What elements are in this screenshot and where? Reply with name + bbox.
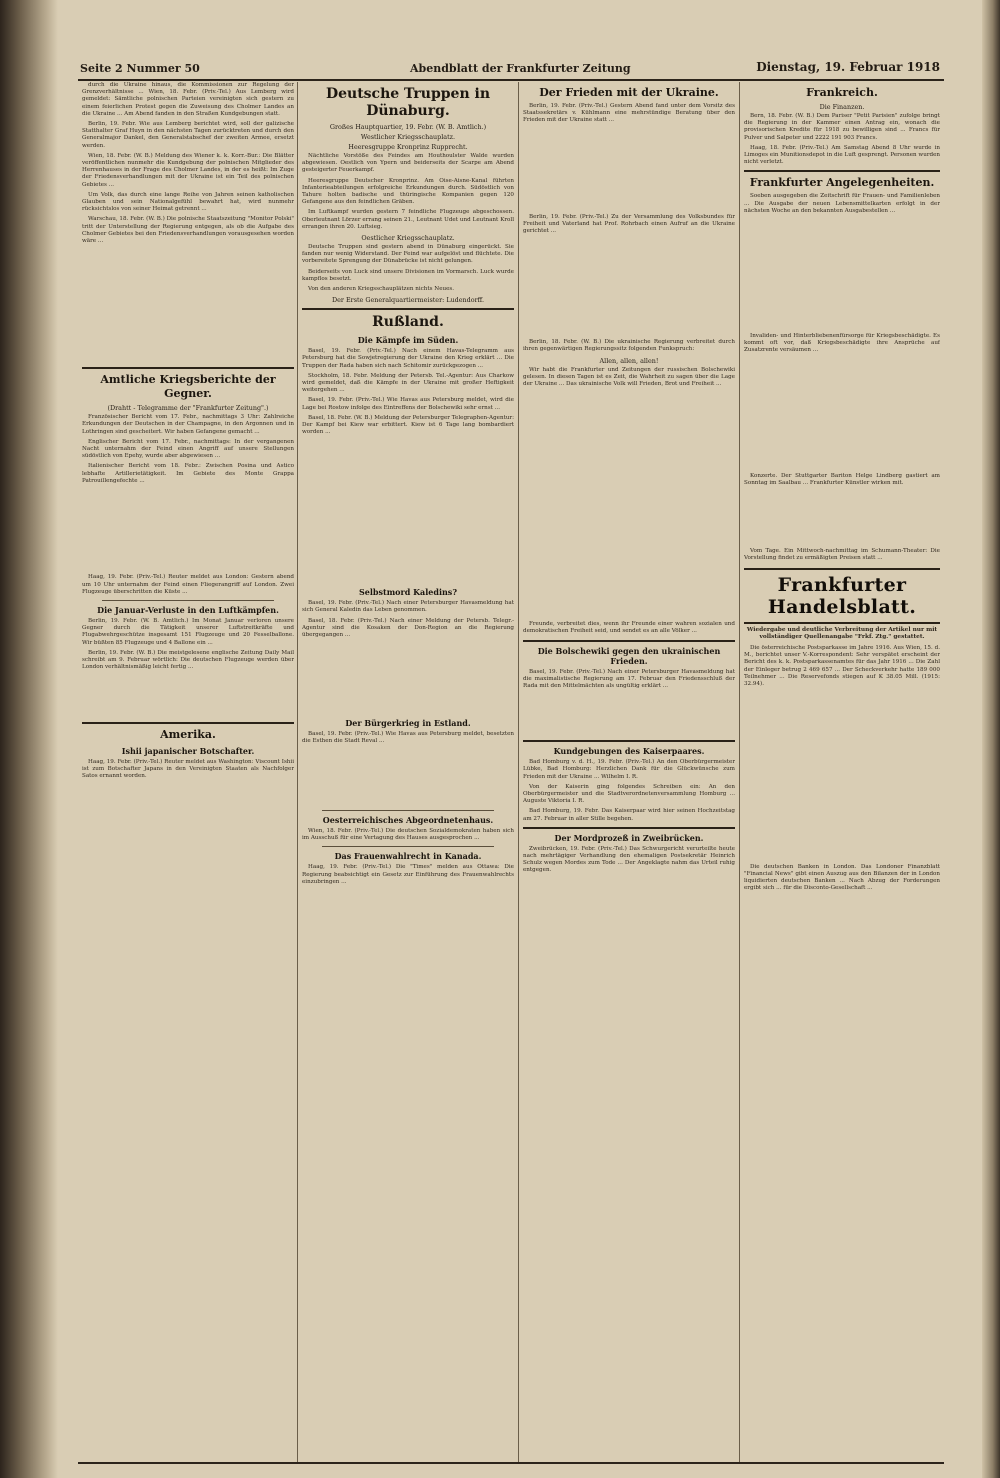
newspaper-title: Abendblatt der Frankfurter Zeitung [410, 62, 631, 75]
section-rule [744, 170, 940, 172]
article-text: Bern, 18. Febr. (W. B.) Dem Pariser "Petit Parisien" zufolge bringt die Regierung in der Kammer einen Antrag ein, wonach die provisorischen Kredite für 1918 zu bewilligen sind ... Francs für Pulver und Salpeter und 2222 191 903 Francs. [744, 113, 940, 141]
section-rule [302, 308, 514, 310]
section-subline: Die Finanzen. [819, 103, 865, 111]
section-rule [523, 827, 735, 829]
section-headline: Amtliche Kriegsberichte der Gegner. [100, 373, 276, 401]
text-filler [744, 691, 940, 864]
article-text: Freunde, verbreitet dies, wenn ihr Freunde einer wahren sozialen und demokratischen Freiheit seid, und sendet es an alle Völker ... [523, 621, 735, 635]
section-headline: Deutsche Truppen in Dünaburg. [325, 86, 491, 119]
page-number: Seite 2 Nummer 50 [80, 62, 200, 75]
column-4 [744, 82, 940, 1462]
section-subline: Allen, allen, allen! [599, 356, 659, 365]
article-text: Wien, 18. Febr. (Priv.-Tel.) Die deutschen Sozialdemokraten haben sich im Ausschuß für eine Vertagung des Hauses ausgesprochen ... [302, 828, 514, 842]
section-subline: Westlicher Kriegsschauplatz. [360, 133, 456, 141]
section-headline: Der Mordprozeß in Zweibrücken. [554, 832, 704, 843]
column-divider [518, 82, 519, 1462]
section-headline: Der Frieden mit der Ukraine. [539, 86, 719, 99]
article-text: Invaliden- und Hinterbliebenenfürsorge für Kriegsbeschädigte. Es kommt oft vor, daß Kriegsbeschädigte ihre Ansprüche auf Zusatzrente versäumen ... [744, 333, 940, 354]
text-filler [523, 128, 735, 214]
article-text: Englischer Bericht vom 17. Febr., nachmittags: In der vergangenen Nacht unternahm der Feind einen Angriff auf unsere Stellungen südöstlich von Epehy, wurde aber abgewiesen ... [82, 438, 294, 460]
section-rule [523, 740, 735, 742]
article-text: Bad Homburg v. d. H., 19. Febr. (Priv.-Tel.) An den Oberbürgermeister Lübke, Bad Homburg: Herzlichen Dank für die Glückwünsche zum Frieden mit der Ukraine ... Wilhelm I. R. [523, 759, 735, 780]
article-text: Vom Tage. Ein Mittwoch-nachmittag im Schumann-Theater: Die Vorstellung findet zu ermäßigten Preisen statt ... [744, 547, 940, 561]
column-2 [302, 82, 514, 1462]
text-filler [523, 693, 735, 736]
article-text: Berlin, 19. Febr. (Priv.-Tel.) Zu der Versammlung des Volksbundes für Freiheit und Vaterland hat Prof. Rohrbach einen Aufruf an die Ukraine gerichtet ... [523, 213, 735, 235]
article-text: Berlin, 19. Febr. (Priv.-Tel.) Gestern Abend fand unter dem Vorsitz des Staatssekretärs v. Kühlmann eine mehrstündige Beratung über den Frieden mit der Ukraine statt ... [523, 103, 735, 124]
section-subline: Oestlicher Kriegsschauplatz. [361, 234, 455, 243]
article-text: Haag, 19. Febr. (Priv.-Tel.) Reuter meldet aus London: Gestern abend um 10 Uhr unternahm der Feind einen Fliegerangriff auf London. Zwei Flugzeuge überschritten die Küste ... [82, 574, 294, 595]
article-text: Basel, 19. Febr. (Priv.-Tel.) Wie Havas aus Petersburg meldet, wird die Lage bei Rostow infolge des Eintreffens der Bolschewiki sehr ernst ... [302, 397, 514, 411]
article-text: Berlin, 18. Febr. (W. B.) Die ukrainische Regierung verbreitet durch ihren gegenwärtigen Regierungssitz folgenden Funkspruch: [523, 339, 735, 353]
section-subline: Heeresgruppe Kronprinz Rupprecht. [348, 143, 468, 151]
article-text: Französischer Bericht vom 17. Febr., nachmittags 3 Uhr: Zahlreiche Erkundungen der Deutschen in der Champagne, in den Argonnen und in Lothringen sind gescheitert. Wir haben Gefangene gemacht ... [82, 414, 294, 435]
text-filler [82, 488, 294, 574]
article-text: Nächtliche Vorstöße des Feindes am Houthoulster Walde wurden abgewiesen. Oestlich von Ypern und beiderseits der Scarpe am Abend gesteigerter Feuerkampf. [302, 153, 514, 174]
article-text: Italienischer Bericht vom 18. Febr.: Zwischen Posina und Astico lebhafte Artillerietätigkeit. Im Gebiete des Monte Grappa Patrouillengefechte ... [82, 463, 294, 484]
article-text: Konzerte. Der Stuttgarter Bariton Helge Lindberg gastiert am Sonntag im Saalbau ... Frankfurter Künstler wirken mit. [744, 472, 940, 486]
section-headline: Die Januar-Verluste in den Luftkämpfen. [97, 604, 279, 615]
article-text: Beiderseits von Luck sind unsere Divisionen im Vormarsch. Luck wurde kampflos besetzt. [302, 268, 514, 282]
article-text: Wien, 18. Febr. (W. B.) Meldung des Wiener k. k. Korr.-Bur.: Die Blätter veröffentlichen nunmehr die Kundgebung der polnischen Mitglieder des Herrenhauses in der Frage des Cholmer Landes, in der es heißt: Im Zuge der Friedensverhandlungen mit der Ukraine ist ein Teil des polnischen Gebietes ... [82, 152, 294, 188]
section-headline: Selbstmord Kaledins? [359, 587, 457, 598]
section-rule [82, 722, 294, 724]
article-text: Die österreichische Postsparkasse im Jahre 1916. Aus Wien, 15. d. M., berichtet unser V.-Korrespondent: Sehr verspätet erscheint der Bericht des k. k. Postsparkassenamtes für das Jahr 1916 ... Die Zahl der Einleger betrug 2 469 657 ... Der Scheckverkehr hatte 189 000 Teilnehmer ... Die Reservefonds stiegen auf K 38.05 Mill. (1915: 32.94). [744, 644, 940, 687]
column-1 [82, 82, 294, 1462]
text-filler [523, 238, 735, 339]
text-filler [744, 358, 940, 473]
section-headline: Oesterreichisches Abgeordnetenhaus. [322, 815, 494, 826]
text-filler [302, 439, 514, 583]
article-text: Stockholm, 18. Febr. Meldung der Petersb. Tel.-Agentur: Aus Charkow wird gemeldet, daß die Kämpfe in der Ukraine mit großer Heftigkeit weitergehen ... [302, 372, 514, 394]
section-headline: Frankfurter Angelegenheiten. [749, 176, 935, 190]
article-text: Von den anderen Kriegsschauplätzen nichts Neues. [308, 286, 455, 293]
article-text: Berlin, 19. Febr. Wie aus Lemberg berichtet wird, soll der galizische Statthalter Graf Huyn in den nächsten Tagen zurücktreten und durch den Generalmajor Dankel, den Generalstabschef der zweiten Armee, ersetzt werden. [82, 121, 294, 149]
section-subheadline: Ishii japanischer Botschafter. [121, 745, 255, 756]
article-text: Soeben ausgegeben die Zeitschrift für Frauen- und Familienleben ... Die Ausgabe der neuen Lebensmittelkarten erfolgt in der nächsten Woche an den bekannten Ausgabestellen ... [744, 193, 940, 214]
section-rule [82, 367, 294, 369]
article-text: Haag, 18. Febr. (Priv.-Tel.) Am Samstag Abend 8 Uhr wurde in Limoges ein Munitionsdepot in die Luft gesprengt. Personen wurden nicht verletzt. [744, 144, 940, 166]
article-text: Basel, 19. Febr. (Priv.-Tel.) Nach einem Havas-Telegramm aus Petersburg hat die Sowjetregierung der Ukraine den Krieg erklärt ... Die Truppen der Rada haben sich nach Schitomir zurückgezogen ... [302, 348, 514, 369]
text-filler [744, 490, 940, 548]
column-divider [297, 82, 298, 1462]
article-text: Von der Kaiserin ging folgendes Schreiben ein: An den Oberbürgermeister und die Stadtverordnetenversammlung Homburg ... Auguste Viktoria I. R. [523, 783, 735, 805]
article-text: Haag, 19. Febr. (Priv.-Tel.) Die "Times" melden aus Ottawa: Die Regierung beabsichtigt ein Gesetz zur Einführung des Frauenwahlrechts einzubringen ... [302, 864, 514, 885]
section-headline: Das Frauenwahlrecht in Kanada. [334, 851, 482, 862]
article-text: Deutsche Truppen sind gestern abend in Dünaburg eingerückt. Sie fanden nur wenig Widerstand. Der Feind war aufgelöst und flüchtete. Die vorbereitete Sprengung der Dünabrücke ist nicht gelungen. [302, 244, 514, 265]
section-subline: (Drahtt - Telegramme der "Frankfurter Zeitung".) [107, 404, 269, 413]
article-text: Basel, 18. Febr. (Priv.-Tel.) Nach einer Meldung der Petersb. Telegr.-Agentur sind die Kosaken der Don-Region an die Regierung übergegangen ... [302, 617, 514, 639]
article-text: Die deutschen Banken in London. Das Londoner Finanzblatt "Financial News" gibt einen Auszug aus den Bilanzen der in London liquidierten deutschen Banken ... Nach Abzug der Forderungen ergibt sich ... für die Disconto-Gesellschaft ... [744, 863, 940, 892]
section-headline: Kundgebungen des Kaiserpaares. [553, 746, 705, 757]
text-filler [523, 391, 735, 621]
article-text: Heeresgruppe Deutscher Kronprinz. Am Oise-Aisne-Kanal führten Infanterieabteilungen erfolgreiche Erkundungen durch. Südöstlich von Tahure holten badische und thüringische Kompanien gegen 120 Gefangene aus den feindlichen Gräben. [302, 177, 514, 206]
section-headline: Die Bolschewiki gegen den ukrainischen Frieden. [537, 645, 721, 666]
article-text: Haag, 19. Febr. (Priv.-Tel.) Reuter meldet aus Washington: Viscount Ishii ist zum Botschafter Japans in den Vereinigten Staaten als Nachfolger Satos ernannt worden. [82, 758, 294, 779]
text-filler [302, 642, 514, 714]
article-text: Um Volk, das durch eine lange Reihe von Jahren seinen katholischen Glauben und sein Nationalgefühl bewahrt hat, wird nunmehr rücksichtslos von seiner Heimat getrennt ... [82, 191, 294, 213]
section-rule [523, 640, 735, 642]
article-text: durch die Ukraine hinaus, die Kommissionen zur Regelung der Grenzverhältnisse ... Wien, 18. Febr. (Priv.-Tel.) Aus Lemberg wird gemeldet: Sämtliche polnischen Parteien vereinigten sich gestern zu einem feierlichen Protest gegen die Zuweisung des Cholmer Landes an die Ukraine ... Am Abend fanden in den Straßen Kundgebungen statt. [82, 82, 294, 117]
article-text: Basel, 18. Febr. (W. B.) Meldung der Petersburger Telegraphen-Agentur: Der Kampf bei Kiew war erbittert. Kiew ist 6 Tage lang bombardiert worden ... [302, 414, 514, 436]
article-text: Bad Homburg, 19. Febr. Das Kaiserpaar wird hier seinen Hochzeitstag am 27. Februar in aller Stille begehen. [523, 808, 735, 822]
article-text: Basel, 19. Febr. (Priv.-Tel.) Nach einer Petersburger Havasmeldung hat sich General Kaledin das Leben genommen. [302, 600, 514, 614]
article-text: Berlin, 19. Febr. (W. B.) Die meistgelesene englische Zeitung Daily Mail schreibt am 9. Februar wörtlich: Die deutschen Flugzeuge werden über London verhältnismäßig leicht fertig ... [82, 649, 294, 671]
section-headline: Der Bürgerkrieg in Estland. [345, 718, 471, 729]
handelsblatt-banner: Frankfurter Handelsblatt. [744, 568, 940, 624]
article-text: Basel, 19. Febr. (Priv.-Tel.) Wie Havas aus Petersburg meldet, besetzten die Esthen die Stadt Reval ... [302, 731, 514, 745]
article-text: Zweibrücken, 19. Febr. (Priv.-Tel.) Das Schwurgericht verurteilte heute nach mehrtägiger Verhandlung den ehemaligen Postsekretär Heinrich Schulz wegen Mordes zum Tode ... Der Angeklagte nahm das Urteil ruhig entgegen. [523, 845, 735, 874]
section-headline: Amerika. [160, 727, 216, 741]
article-text: Warschau, 18. Febr. (W. B.) Die polnische Staatszeitung "Monitor Polski" tritt der Unterstellung der Regierung entgegen, als ob die Aufgabe des Cholmer Gebietes bei den Friedensverhandlungen vorausgesehen worden wäre ... [82, 216, 294, 245]
article-text: Berlin, 19. Febr. (W. B. Amtlich.) Im Monat Januar verloren unsere Gegner durch die Tätigkeit unserer Luftstreitkräfte und Flugabwehrgeschütze insgesamt 151 Flugzeuge und 20 Fesselballone. Wir büßten 85 Flugzeuge und 4 Ballone ein ... [82, 617, 294, 646]
text-filler [82, 674, 294, 717]
banner-notice: Wiedergabe und deutliche Verbreitung der Artikel nur mit vollständiger Quellenangabe "Frkf. Ztg." gestattet. [746, 626, 938, 640]
section-rule [102, 600, 274, 601]
section-rule [322, 846, 494, 847]
page-edge-shadow [982, 0, 1000, 1478]
article-text: Wir habt die Frankfurter und Zeitungen der russischen Bolschewiki gelesen. In diesen Tagen ist es Zeit, die Wahrheit zu sagen über die Lage der Ukraine ... Das ukrainische Volk will Frieden, Brot und Freiheit ... [523, 366, 735, 387]
text-filler [744, 218, 940, 333]
section-subline: Großes Hauptquartier, 19. Febr. (W. B. Amtlich.) [329, 123, 487, 131]
section-headline: Rußland. [372, 314, 444, 331]
column-3 [523, 82, 735, 1462]
text-filler [302, 749, 514, 807]
section-rule [322, 810, 494, 811]
masthead-rule [78, 79, 944, 81]
masthead [80, 58, 940, 80]
book-binding-shadow [0, 0, 58, 1478]
issue-date: Dienstag, 19. Februar 1918 [756, 60, 940, 74]
column-divider [739, 82, 740, 1462]
text-filler [82, 248, 294, 363]
footer-rule [78, 1462, 944, 1464]
article-text: Im Luftkampf wurden gestern 7 feindliche Flugzeuge abgeschossen. Oberleutnant Lörzer errang seinen 21., Leutnant Udet und Leutnant Kroll errangen ihren 20. Luftsieg. [302, 209, 514, 230]
signature: Der Erste Generalquartiermeister: Ludendorff. [331, 296, 485, 305]
section-subheadline: Die Kämpfe im Süden. [357, 335, 459, 346]
article-text: Basel, 19. Febr. (Priv.-Tel.) Nach einer Petersburger Havasmeldung hat die maximalistische Regierung am 17. Februar den Friedensschluß der Rada mit den Mittelmächten als ungültig erklärt ... [523, 668, 735, 689]
section-headline: Frankreich. [806, 86, 878, 99]
